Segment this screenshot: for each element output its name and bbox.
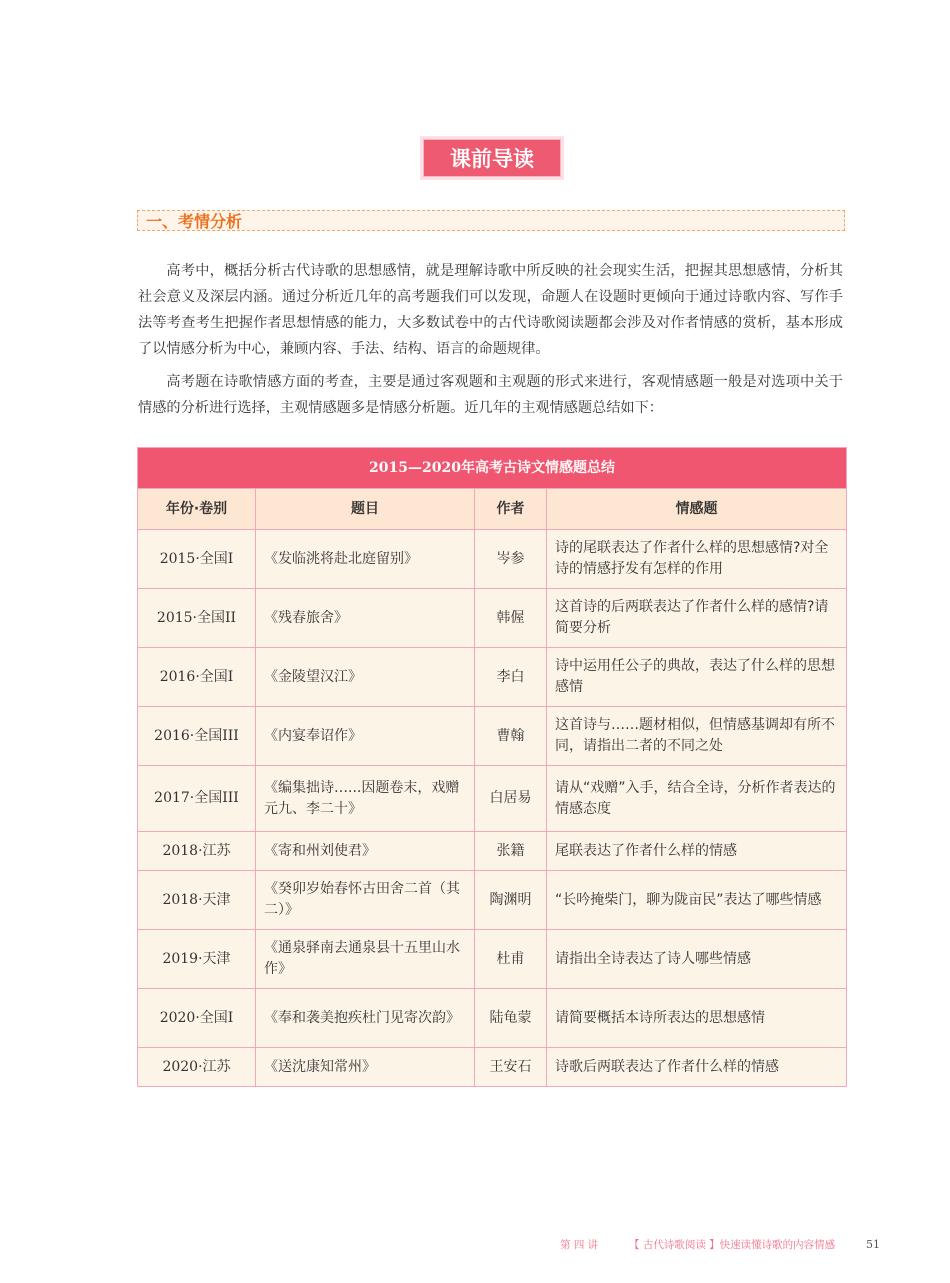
cell-question: 诗中运用任公子的典故，表达了什么样的思想感情 (547, 648, 847, 707)
section-title: 一、考情分析 (146, 212, 243, 231)
cell-author: 李白 (475, 648, 547, 707)
footer-topic: 【 古代诗歌阅读 】快速读懂诗歌的内容情感 (629, 1239, 836, 1251)
cell-question: 尾联表达了作者什么样的情感 (547, 832, 847, 871)
cell-title: 《奉和袭美抱疾杜门见寄次韵》 (256, 989, 475, 1048)
cell-title: 《通泉驿南去通泉县十五里山水作》 (256, 930, 475, 989)
page-footer (560, 1237, 880, 1252)
cell-author: 白居易 (475, 766, 547, 832)
table-row (138, 1048, 847, 1087)
table-row (138, 707, 847, 766)
cell-question: 请简要概括本诗所表达的思想感情 (547, 989, 847, 1048)
header-year: 年份·卷别 (138, 489, 256, 530)
cell-author: 曹翰 (475, 707, 547, 766)
cell-title: 《送沈康知常州》 (256, 1048, 475, 1087)
cell-year: 2020·全国I (138, 989, 256, 1048)
cell-title: 《发临洮将赴北庭留别》 (256, 530, 475, 589)
table-row (138, 766, 847, 832)
cell-year: 2016·全国III (138, 707, 256, 766)
cell-question: 诗的尾联表达了作者什么样的思想感情?对全诗的情感抒发有怎样的作用 (547, 530, 847, 589)
cell-year: 2015·全国II (138, 589, 256, 648)
table-row (138, 871, 847, 930)
cell-author: 韩偓 (475, 589, 547, 648)
cell-title: 《内宴奉诏作》 (256, 707, 475, 766)
table-caption: 2015—2020年高考古诗文情感题总结 (138, 448, 847, 489)
cell-title: 《残春旅舍》 (256, 589, 475, 648)
table-row (138, 930, 847, 989)
cell-author: 杜甫 (475, 930, 547, 989)
cell-title: 《癸卯岁始春怀古田舍二首（其二）》 (256, 871, 475, 930)
cell-author: 陶渊明 (475, 871, 547, 930)
cell-year: 2017·全国III (138, 766, 256, 832)
cell-author: 王安石 (475, 1048, 547, 1087)
cell-question: “长吟掩柴门，聊为陇亩民”表达了哪些情感 (547, 871, 847, 930)
cell-year: 2019·天津 (138, 930, 256, 989)
cell-year: 2018·江苏 (138, 832, 256, 871)
cell-question: 诗歌后两联表达了作者什么样的情感 (547, 1048, 847, 1087)
cell-title: 《编集拙诗…...因题卷末，戏赠元九、李二十》 (256, 766, 475, 832)
cell-year: 2016·全国I (138, 648, 256, 707)
page-number: 51 (866, 1238, 880, 1251)
cell-question: 请指出全诗表达了诗人哪些情感 (547, 930, 847, 989)
cell-title: 《金陵望汉江》 (256, 648, 475, 707)
page-heading: 课前导读 (423, 139, 561, 177)
cell-year: 2020·江苏 (138, 1048, 256, 1087)
intro-paragraph-1: 高考中，概括分析古代诗歌的思想感情，就是理解诗歌中所反映的社会现实生活，把握其思想感情，分析其社会意义及深层内涵。通过分析近几年的高考题我们可以发现，命题人在设题时更倾向于通过诗歌内容、写作手法等考查考生把握作者思想情感的能力，大多数试卷中的古代诗歌阅读题都会涉及对作者情感的赏析，基本形成了以情感分析为中心，兼顾内容、手法、结构、语言的命题规律。 (138, 263, 843, 357)
section-header (137, 210, 845, 231)
table-row (138, 832, 847, 871)
header-author: 作者 (475, 489, 547, 530)
intro-paragraph-2: 高考题在诗歌情感方面的考查，主要是通过客观题和主观题的形式来进行，客观情感题一般是对选项中关于情感的分析进行选择，主观情感题多是情感分析题。近几年的主观情感题总结如下： (138, 374, 843, 416)
table-row (138, 589, 847, 648)
cell-question: 这首诗的后两联表达了作者什么样的感情?请简要分析 (547, 589, 847, 648)
cell-year: 2018·天津 (138, 871, 256, 930)
cell-author: 陆龟蒙 (475, 989, 547, 1048)
cell-question: 请从“戏赠”入手，结合全诗，分析作者表达的情感态度 (547, 766, 847, 832)
header-title: 题目 (256, 489, 475, 530)
cell-author: 张籍 (475, 832, 547, 871)
summary-table (137, 447, 847, 1087)
header-question: 情感题 (547, 489, 847, 530)
table-row (138, 989, 847, 1048)
table-row (138, 530, 847, 589)
cell-author: 岑参 (475, 530, 547, 589)
cell-question: 这首诗与……题材相似，但情感基调却有所不同，请指出二者的不同之处 (547, 707, 847, 766)
cell-year: 2015·全国I (138, 530, 256, 589)
footer-lecture: 第 四 讲 (560, 1239, 599, 1251)
cell-title: 《寄和州刘使君》 (256, 832, 475, 871)
table-row (138, 648, 847, 707)
